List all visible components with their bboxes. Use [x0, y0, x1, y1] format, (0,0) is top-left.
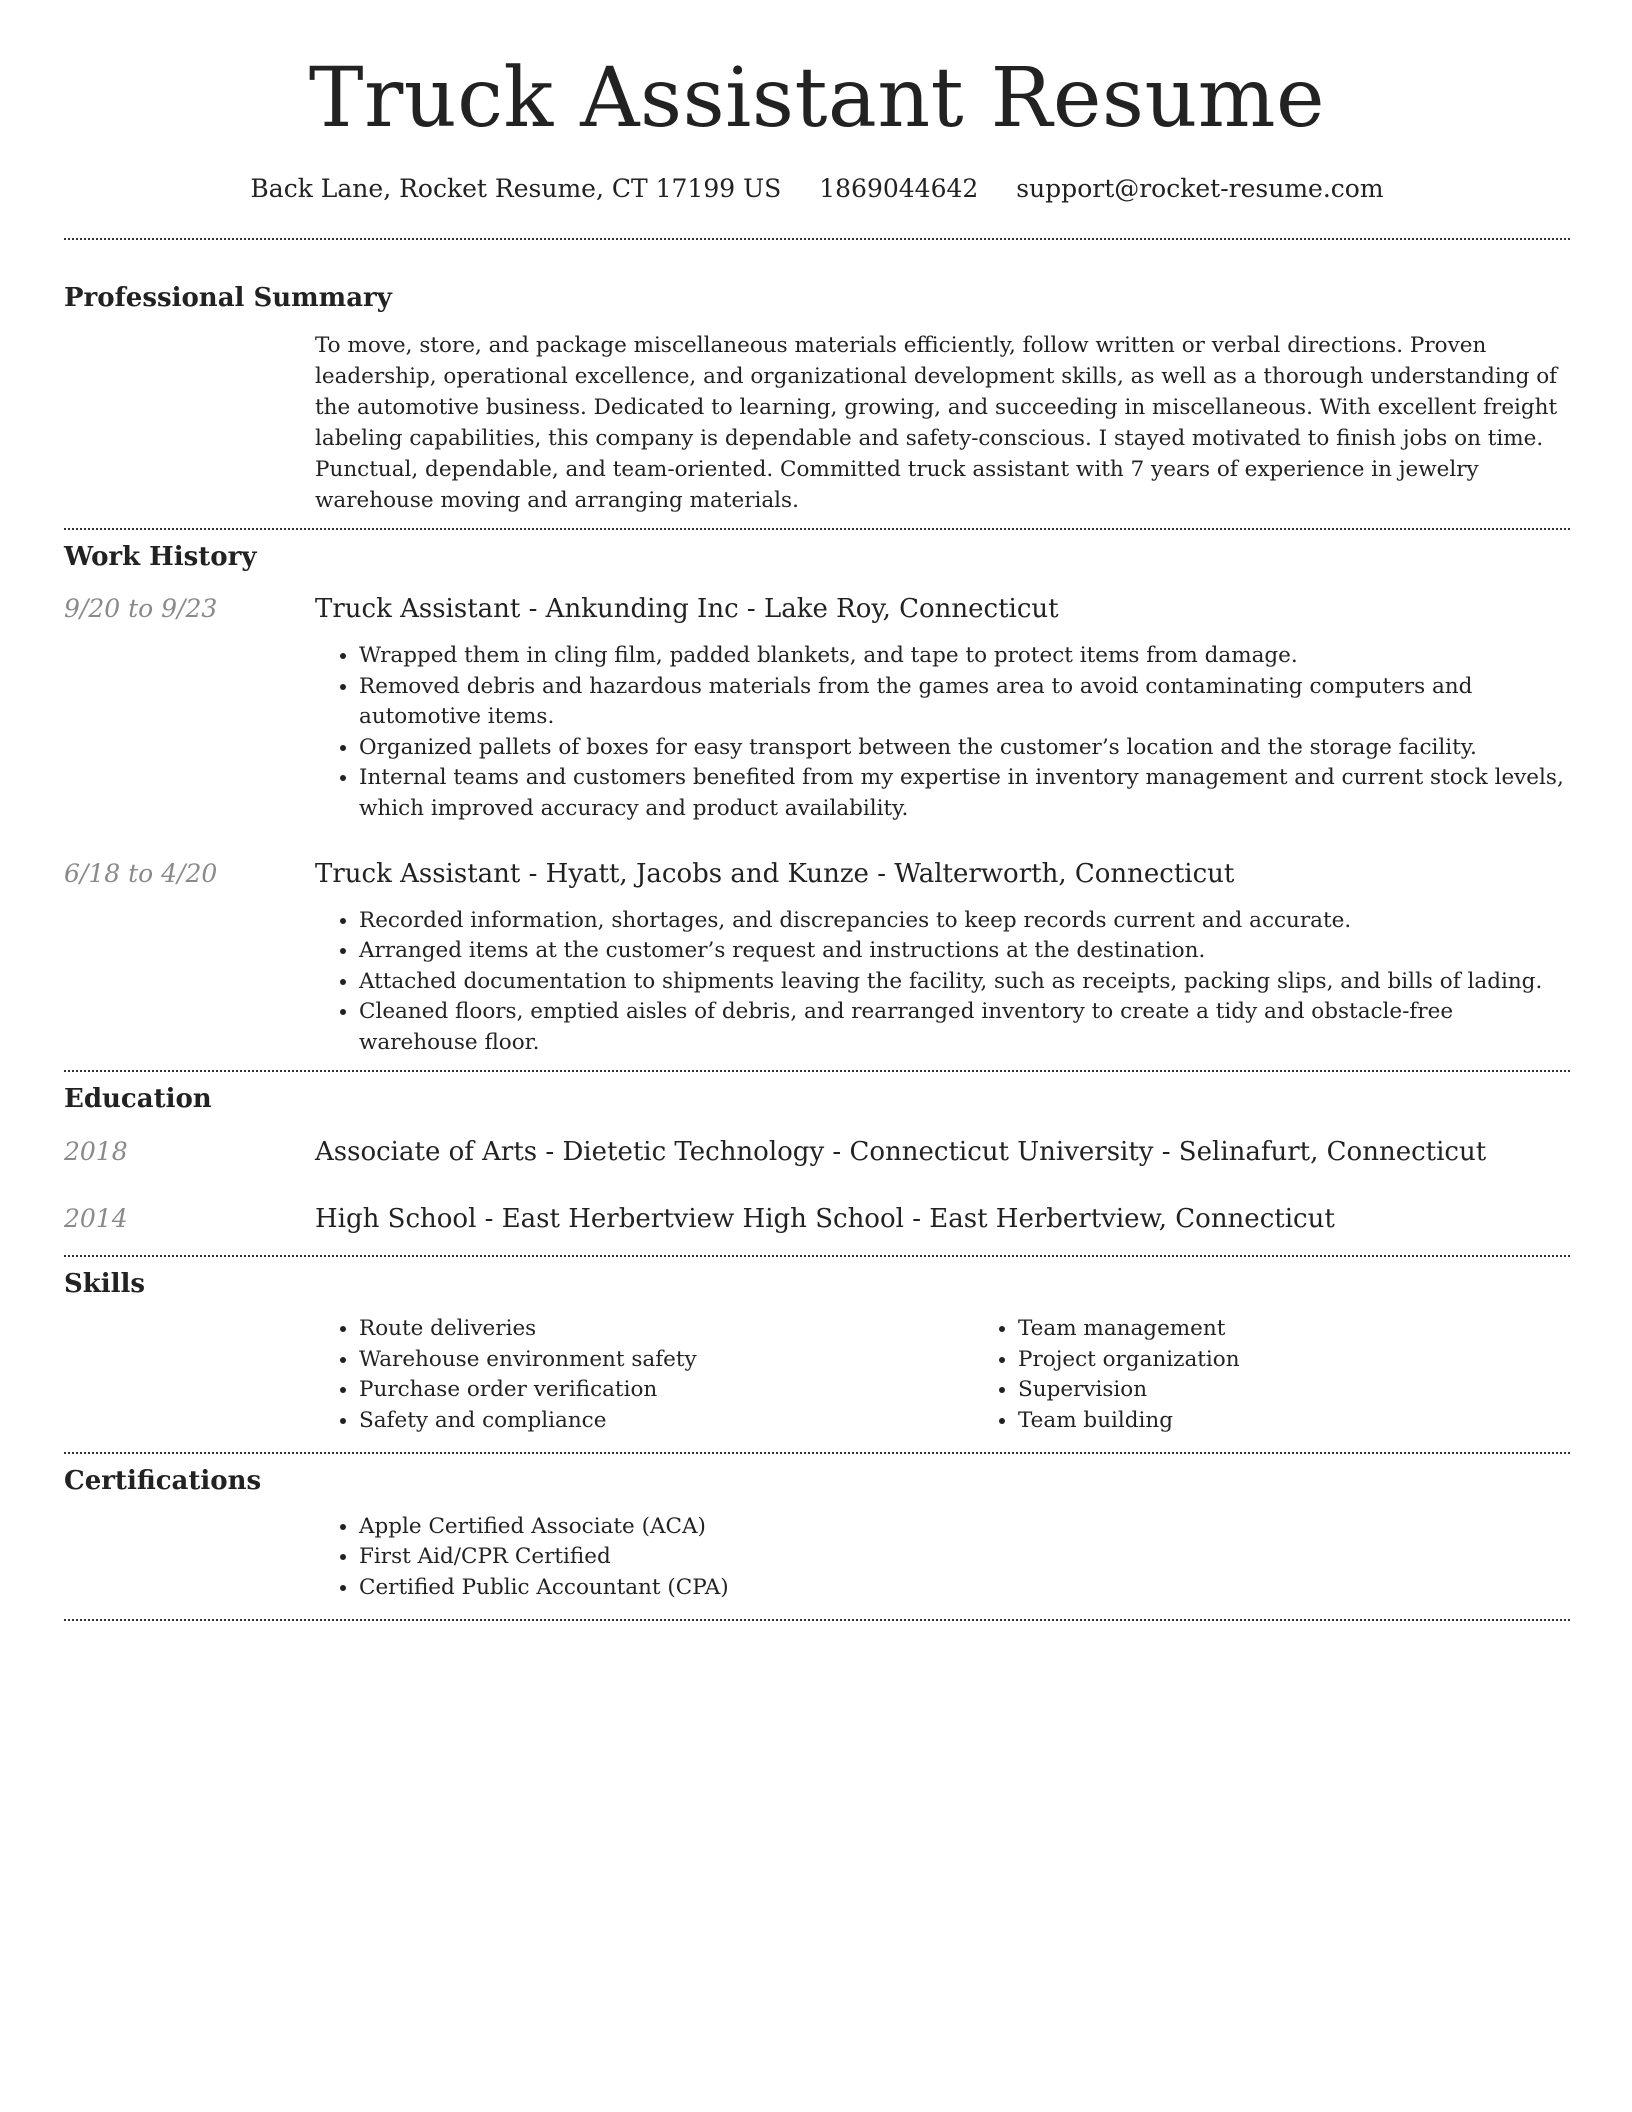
job-entry [64, 593, 1570, 824]
skills-list-right [974, 1314, 1632, 1436]
certifications-list [315, 1512, 1570, 1604]
section-title-summary: Professional Summary [64, 283, 392, 313]
job-company: - Hyatt, Jacobs and Kunze - Walterworth, Connecticut [520, 859, 1235, 890]
skills-section [64, 1269, 1570, 1436]
education-entry [64, 1136, 1570, 1170]
section-title-certifications: Certifications [64, 1466, 262, 1497]
address: Back Lane, Rocket Resume, CT 17199 US [250, 174, 782, 203]
list-item: • Internal teams and customers benefited from my expertise in inventory management and current stock levels, which improved accuracy and product availability. [359, 763, 1570, 824]
divider [64, 1619, 1570, 1621]
divider [64, 1452, 1570, 1454]
job-heading [315, 858, 1570, 892]
job-title: Truck Assistant [315, 859, 521, 890]
job-company: - Ankunding Inc - Lake Roy, Connecticut [520, 594, 1059, 625]
education-section [64, 1084, 1570, 1237]
job-heading [315, 593, 1570, 627]
list-item: • Supervision [1018, 1375, 1632, 1406]
list-item: • Wrapped them in cling film, padded blankets, and tape to protect items from damage. [359, 641, 1570, 672]
section-title-work-history: Work History [64, 542, 257, 573]
list-item: • Certified Public Accountant (CPA) [359, 1573, 1570, 1604]
job-dates: 6/18 to 4/20 [64, 859, 218, 889]
job-entry [64, 858, 1570, 1058]
list-item: • Team building [1018, 1406, 1632, 1437]
education-entry [64, 1203, 1570, 1237]
divider [64, 238, 1570, 240]
education-degree: High School [315, 1204, 477, 1235]
phone: 1869044642 [819, 174, 979, 203]
list-item: • Removed debris and hazardous materials from the games area to avoid contaminating computers and automotive items. [359, 672, 1570, 733]
list-item: • First Aid/CPR Certified [359, 1542, 1570, 1573]
job-bullets [315, 906, 1570, 1059]
job-bullets [315, 641, 1570, 824]
education-school: - East Herbertview High School - East Herbertview, Connecticut [476, 1204, 1335, 1235]
education-year: 2018 [64, 1136, 128, 1166]
list-item: • Safety and compliance [359, 1406, 974, 1437]
list-item: • Attached documentation to shipments leaving the facility, such as receipts, packing slips, and bills of lading. [359, 967, 1570, 998]
resume-title: Truck Assistant Resume [308, 51, 1326, 146]
list-item: • Cleaned floors, emptied aisles of debris, and rearranged inventory to create a tidy and obstacle-free warehouse floor. [359, 997, 1570, 1058]
list-item: • Arranged items at the customer’s request and instructions at the destination. [359, 936, 1570, 967]
divider [64, 1070, 1570, 1072]
list-item: • Warehouse environment safety [359, 1345, 974, 1376]
education-heading [315, 1136, 1570, 1170]
certifications-section [64, 1466, 1570, 1603]
email-link[interactable]: support@rocket-resume.com [1016, 174, 1384, 203]
list-item: • Team management [1018, 1314, 1632, 1345]
education-degree: Associate of Arts - Dietetic Technology [315, 1136, 825, 1167]
list-item: • Project organization [1018, 1345, 1632, 1376]
education-school: - Connecticut University - Selinafurt, Connecticut [824, 1136, 1487, 1167]
divider [64, 528, 1570, 530]
work-history-section [64, 542, 1570, 1058]
section-title-skills: Skills [64, 1269, 146, 1300]
list-item: • Organized pallets of boxes for easy transport between the customer’s location and the storage facility. [359, 733, 1570, 764]
job-dates: 9/20 to 9/23 [64, 594, 218, 624]
education-heading [315, 1203, 1570, 1237]
summary-section [64, 283, 1570, 516]
skills-list-left [315, 1314, 974, 1436]
resume-page [64, 0, 1570, 1621]
divider [64, 1255, 1570, 1257]
job-title: Truck Assistant [315, 594, 521, 625]
list-item: • Apple Certified Associate (ACA) [359, 1512, 1570, 1543]
contact-line [64, 174, 1570, 204]
list-item: • Recorded information, shortages, and discrepancies to keep records current and accurate. [359, 906, 1570, 937]
summary-text: To move, store, and package miscellaneous materials efficiently, follow written or verbal directions. Proven leadership, operational excellence, and organizational development skills, as well as a thorough understanding of the automotive business. Dedicated to learning, growing, and succeeding in miscellaneous. With excellent freight labeling capabilities, this company is dependable and safety-conscious. I stayed motivated to finish jobs on time. Punctual, dependable, and team-oriented. Committed truck assistant with 7 years of experience in jewelry warehouse moving and arranging materials. [315, 333, 1558, 514]
education-year: 2014 [64, 1204, 128, 1234]
list-item: • Purchase order verification [359, 1375, 974, 1406]
list-item: • Route deliveries [359, 1314, 974, 1345]
section-title-education: Education [64, 1084, 212, 1115]
